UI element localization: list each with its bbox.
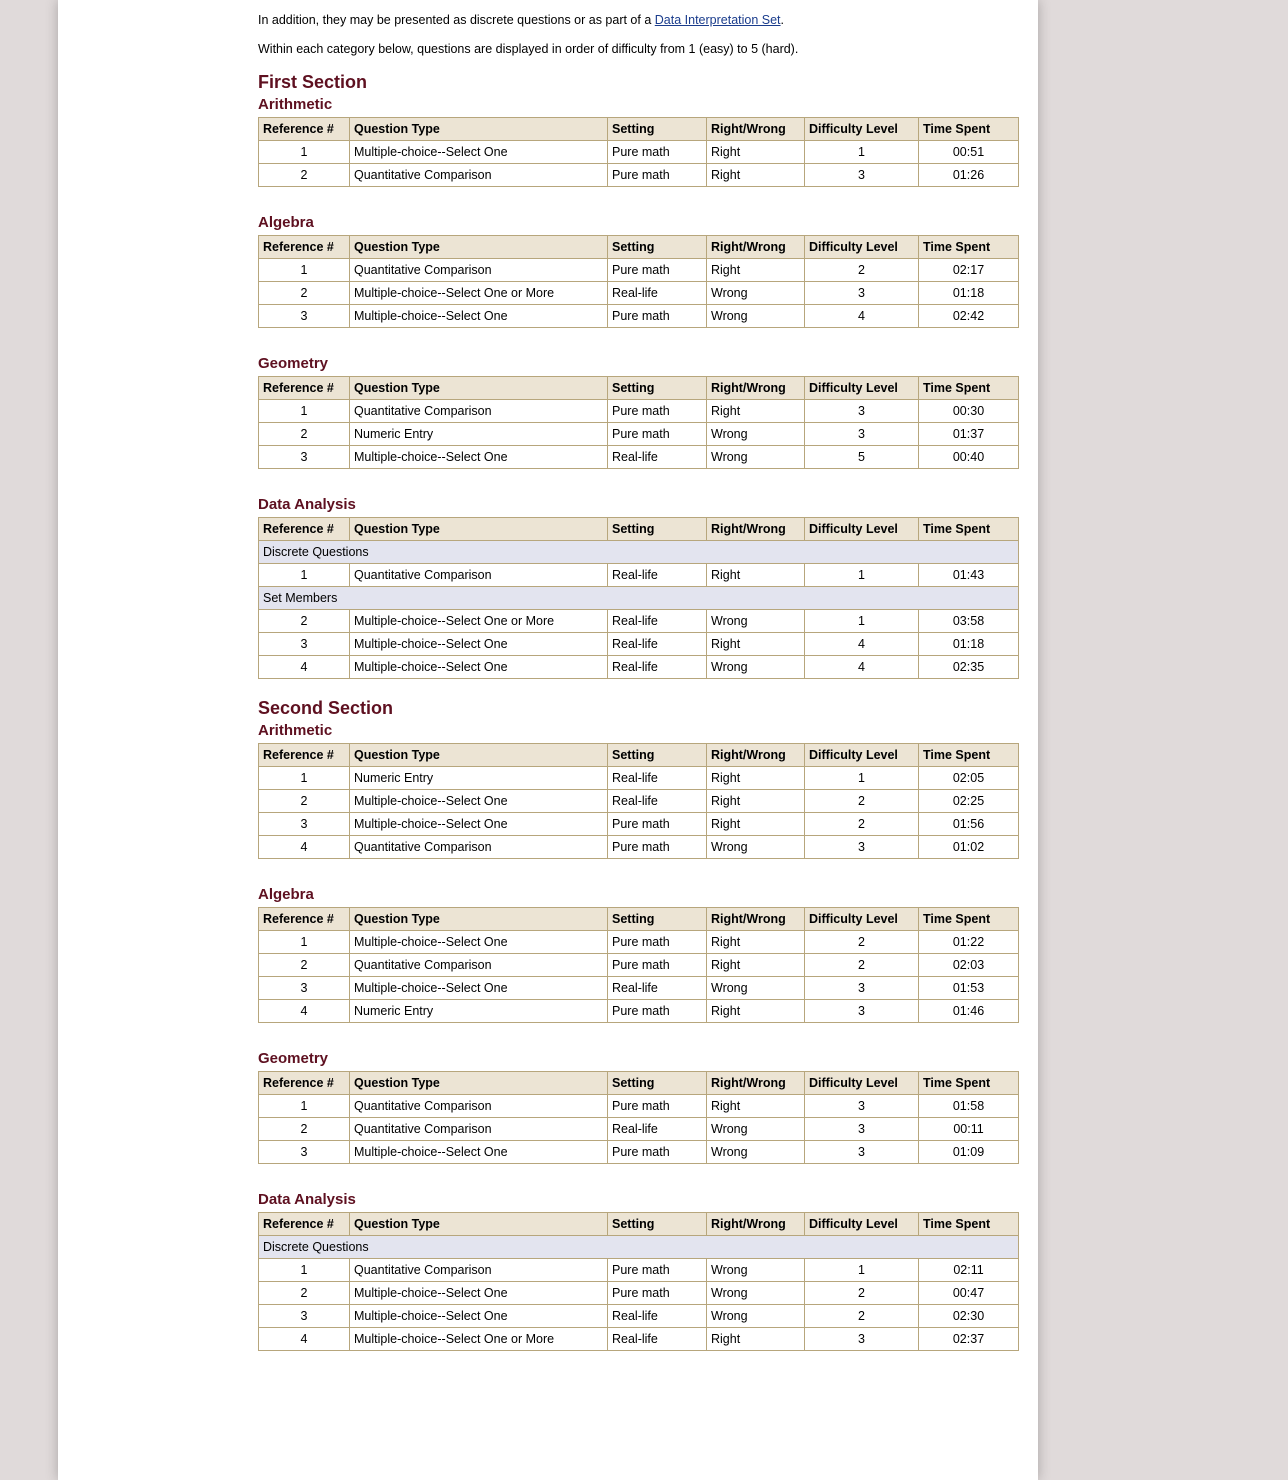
category-title: Data Analysis bbox=[258, 1191, 356, 1208]
cell-difficulty: 2 bbox=[805, 259, 919, 282]
cell-reference: 1 bbox=[259, 767, 350, 790]
header-question-type: Question Type bbox=[350, 908, 608, 931]
cell-time-spent: 01:56 bbox=[919, 813, 1019, 836]
header-reference: Reference # bbox=[259, 377, 350, 400]
cell-setting: Pure math bbox=[608, 305, 707, 328]
cell-difficulty: 2 bbox=[805, 954, 919, 977]
cell-right-wrong: Right bbox=[707, 259, 805, 282]
table-row bbox=[259, 656, 1019, 679]
category-title: Arithmetic bbox=[258, 96, 333, 113]
question-table bbox=[258, 1071, 1019, 1164]
cell-reference: 1 bbox=[259, 1259, 350, 1282]
cell-reference: 4 bbox=[259, 836, 350, 859]
cell-setting: Real-life bbox=[608, 633, 707, 656]
cell-time-spent: 01:02 bbox=[919, 836, 1019, 859]
cell-time-spent: 01:46 bbox=[919, 1000, 1019, 1023]
table-row bbox=[259, 1282, 1019, 1305]
cell-difficulty: 5 bbox=[805, 446, 919, 469]
cell-time-spent: 02:17 bbox=[919, 259, 1019, 282]
category-title: Geometry bbox=[258, 355, 329, 372]
table-row bbox=[259, 931, 1019, 954]
header-right-wrong: Right/Wrong bbox=[707, 744, 805, 767]
cell-setting: Pure math bbox=[608, 259, 707, 282]
cell-question-type: Quantitative Comparison bbox=[350, 564, 608, 587]
header-difficulty: Difficulty Level bbox=[805, 1213, 919, 1236]
cell-reference: 2 bbox=[259, 790, 350, 813]
table-header-row bbox=[259, 1072, 1019, 1095]
header-setting: Setting bbox=[608, 1213, 707, 1236]
table-row bbox=[259, 767, 1019, 790]
data-interpretation-set-link[interactable]: Data Interpretation Set bbox=[654, 13, 781, 27]
cell-time-spent: 00:30 bbox=[919, 400, 1019, 423]
cell-right-wrong: Wrong bbox=[707, 446, 805, 469]
cell-question-type: Multiple-choice--Select One bbox=[350, 446, 608, 469]
cell-time-spent: 01:26 bbox=[919, 164, 1019, 187]
header-time-spent: Time Spent bbox=[919, 1072, 1019, 1095]
cell-setting: Pure math bbox=[608, 164, 707, 187]
table-header-row bbox=[259, 744, 1019, 767]
cell-question-type: Multiple-choice--Select One bbox=[350, 1141, 608, 1164]
cell-time-spent: 01:09 bbox=[919, 1141, 1019, 1164]
cell-question-type: Multiple-choice--Select One bbox=[350, 931, 608, 954]
cell-reference: 2 bbox=[259, 1118, 350, 1141]
cell-time-spent: 03:58 bbox=[919, 610, 1019, 633]
header-reference: Reference # bbox=[259, 118, 350, 141]
question-table bbox=[258, 1212, 1019, 1351]
cell-difficulty: 3 bbox=[805, 1000, 919, 1023]
cell-setting: Pure math bbox=[608, 400, 707, 423]
cell-question-type: Multiple-choice--Select One or More bbox=[350, 610, 608, 633]
cell-right-wrong: Right bbox=[707, 633, 805, 656]
cell-difficulty: 4 bbox=[805, 305, 919, 328]
table-row bbox=[259, 813, 1019, 836]
header-question-type: Question Type bbox=[350, 118, 608, 141]
cell-question-type: Multiple-choice--Select One bbox=[350, 305, 608, 328]
table-row bbox=[259, 836, 1019, 859]
cell-setting: Real-life bbox=[608, 1118, 707, 1141]
cell-time-spent: 01:58 bbox=[919, 1095, 1019, 1118]
cell-question-type: Quantitative Comparison bbox=[350, 954, 608, 977]
table-header-row bbox=[259, 518, 1019, 541]
cell-difficulty: 3 bbox=[805, 282, 919, 305]
header-difficulty: Difficulty Level bbox=[805, 908, 919, 931]
cell-question-type: Multiple-choice--Select One bbox=[350, 656, 608, 679]
table-row bbox=[259, 259, 1019, 282]
cell-question-type: Quantitative Comparison bbox=[350, 836, 608, 859]
cell-time-spent: 00:40 bbox=[919, 446, 1019, 469]
cell-time-spent: 01:18 bbox=[919, 633, 1019, 656]
table-row bbox=[259, 1118, 1019, 1141]
header-difficulty: Difficulty Level bbox=[805, 118, 919, 141]
cell-setting: Real-life bbox=[608, 1305, 707, 1328]
header-setting: Setting bbox=[608, 518, 707, 541]
category-title: Algebra bbox=[258, 886, 314, 903]
cell-reference: 2 bbox=[259, 1282, 350, 1305]
question-table bbox=[258, 117, 1019, 187]
group-row bbox=[259, 541, 1019, 564]
cell-setting: Pure math bbox=[608, 423, 707, 446]
table-header-row bbox=[259, 377, 1019, 400]
cell-reference: 1 bbox=[259, 1095, 350, 1118]
cell-difficulty: 2 bbox=[805, 1282, 919, 1305]
table-row bbox=[259, 141, 1019, 164]
table-row bbox=[259, 446, 1019, 469]
table-row bbox=[259, 977, 1019, 1000]
header-difficulty: Difficulty Level bbox=[805, 1072, 919, 1095]
header-question-type: Question Type bbox=[350, 377, 608, 400]
table-header-row bbox=[259, 908, 1019, 931]
cell-difficulty: 3 bbox=[805, 1118, 919, 1141]
cell-question-type: Numeric Entry bbox=[350, 767, 608, 790]
header-setting: Setting bbox=[608, 1072, 707, 1095]
header-difficulty: Difficulty Level bbox=[805, 518, 919, 541]
cell-right-wrong: Right bbox=[707, 141, 805, 164]
cell-right-wrong: Right bbox=[707, 564, 805, 587]
main-content bbox=[258, 0, 1018, 1369]
cell-setting: Real-life bbox=[608, 767, 707, 790]
cell-setting: Real-life bbox=[608, 564, 707, 587]
category-title: Algebra bbox=[258, 214, 314, 231]
table-row bbox=[259, 282, 1019, 305]
cell-difficulty: 3 bbox=[805, 977, 919, 1000]
cell-reference: 1 bbox=[259, 400, 350, 423]
header-setting: Setting bbox=[608, 908, 707, 931]
cell-right-wrong: Right bbox=[707, 400, 805, 423]
cell-reference: 1 bbox=[259, 259, 350, 282]
header-question-type: Question Type bbox=[350, 1072, 608, 1095]
table-row bbox=[259, 1141, 1019, 1164]
cell-time-spent: 01:53 bbox=[919, 977, 1019, 1000]
intro-paragraph-1 bbox=[258, 0, 1018, 28]
cell-reference: 3 bbox=[259, 977, 350, 1000]
cell-difficulty: 3 bbox=[805, 1328, 919, 1351]
category-title: Arithmetic bbox=[258, 722, 333, 739]
header-time-spent: Time Spent bbox=[919, 1213, 1019, 1236]
table-row bbox=[259, 610, 1019, 633]
cell-setting: Real-life bbox=[608, 977, 707, 1000]
header-reference: Reference # bbox=[259, 1072, 350, 1095]
table-row bbox=[259, 564, 1019, 587]
cell-setting: Pure math bbox=[608, 1095, 707, 1118]
cell-setting: Real-life bbox=[608, 610, 707, 633]
header-reference: Reference # bbox=[259, 908, 350, 931]
cell-question-type: Numeric Entry bbox=[350, 423, 608, 446]
table-row bbox=[259, 1000, 1019, 1023]
question-table bbox=[258, 517, 1019, 679]
header-question-type: Question Type bbox=[350, 518, 608, 541]
group-row bbox=[259, 587, 1019, 610]
cell-question-type: Multiple-choice--Select One bbox=[350, 141, 608, 164]
header-question-type: Question Type bbox=[350, 744, 608, 767]
cell-setting: Pure math bbox=[608, 1000, 707, 1023]
sections-container bbox=[258, 71, 1018, 1369]
cell-right-wrong: Wrong bbox=[707, 1141, 805, 1164]
header-setting: Setting bbox=[608, 744, 707, 767]
cell-setting: Real-life bbox=[608, 1328, 707, 1351]
cell-setting: Pure math bbox=[608, 954, 707, 977]
cell-question-type: Quantitative Comparison bbox=[350, 1259, 608, 1282]
header-right-wrong: Right/Wrong bbox=[707, 236, 805, 259]
header-time-spent: Time Spent bbox=[919, 118, 1019, 141]
header-difficulty: Difficulty Level bbox=[805, 236, 919, 259]
cell-reference: 3 bbox=[259, 446, 350, 469]
cell-question-type: Quantitative Comparison bbox=[350, 1095, 608, 1118]
cell-difficulty: 4 bbox=[805, 656, 919, 679]
cell-setting: Real-life bbox=[608, 790, 707, 813]
header-reference: Reference # bbox=[259, 518, 350, 541]
table-row bbox=[259, 305, 1019, 328]
cell-time-spent: 00:51 bbox=[919, 141, 1019, 164]
cell-difficulty: 3 bbox=[805, 1095, 919, 1118]
cell-time-spent: 01:18 bbox=[919, 282, 1019, 305]
header-time-spent: Time Spent bbox=[919, 236, 1019, 259]
cell-right-wrong: Right bbox=[707, 931, 805, 954]
intro-paragraph-2: Within each category below, questions are displayed in order of difficulty from 1 (easy) to 5 (hard). bbox=[258, 42, 799, 56]
header-difficulty: Difficulty Level bbox=[805, 744, 919, 767]
cell-setting: Real-life bbox=[608, 282, 707, 305]
table-row bbox=[259, 1095, 1019, 1118]
cell-reference: 2 bbox=[259, 423, 350, 446]
cell-difficulty: 3 bbox=[805, 1141, 919, 1164]
header-reference: Reference # bbox=[259, 236, 350, 259]
header-time-spent: Time Spent bbox=[919, 377, 1019, 400]
cell-question-type: Multiple-choice--Select One bbox=[350, 633, 608, 656]
cell-question-type: Multiple-choice--Select One or More bbox=[350, 1328, 608, 1351]
cell-right-wrong: Right bbox=[707, 1328, 805, 1351]
table-row bbox=[259, 1328, 1019, 1351]
cell-difficulty: 3 bbox=[805, 164, 919, 187]
cell-right-wrong: Wrong bbox=[707, 610, 805, 633]
intro-text: In addition, they may be presented as discrete questions or as part of a bbox=[258, 13, 655, 27]
cell-setting: Pure math bbox=[608, 1282, 707, 1305]
cell-right-wrong: Wrong bbox=[707, 1305, 805, 1328]
header-setting: Setting bbox=[608, 377, 707, 400]
cell-difficulty: 1 bbox=[805, 610, 919, 633]
cell-time-spent: 01:43 bbox=[919, 564, 1019, 587]
header-time-spent: Time Spent bbox=[919, 744, 1019, 767]
cell-reference: 1 bbox=[259, 931, 350, 954]
cell-reference: 1 bbox=[259, 141, 350, 164]
cell-right-wrong: Wrong bbox=[707, 282, 805, 305]
cell-question-type: Quantitative Comparison bbox=[350, 400, 608, 423]
cell-right-wrong: Wrong bbox=[707, 1282, 805, 1305]
cell-difficulty: 2 bbox=[805, 790, 919, 813]
cell-reference: 3 bbox=[259, 1305, 350, 1328]
cell-setting: Real-life bbox=[608, 656, 707, 679]
cell-reference: 3 bbox=[259, 1141, 350, 1164]
header-setting: Setting bbox=[608, 118, 707, 141]
cell-difficulty: 3 bbox=[805, 836, 919, 859]
cell-difficulty: 3 bbox=[805, 400, 919, 423]
cell-right-wrong: Right bbox=[707, 1000, 805, 1023]
header-reference: Reference # bbox=[259, 744, 350, 767]
header-right-wrong: Right/Wrong bbox=[707, 377, 805, 400]
cell-reference: 3 bbox=[259, 633, 350, 656]
cell-question-type: Multiple-choice--Select One bbox=[350, 1282, 608, 1305]
group-label: Set Members bbox=[259, 587, 1019, 610]
header-right-wrong: Right/Wrong bbox=[707, 1213, 805, 1236]
header-right-wrong: Right/Wrong bbox=[707, 1072, 805, 1095]
question-table bbox=[258, 376, 1019, 469]
group-label: Discrete Questions bbox=[259, 1236, 1019, 1259]
section-title: First Section bbox=[258, 72, 368, 92]
table-row bbox=[259, 1305, 1019, 1328]
cell-question-type: Multiple-choice--Select One bbox=[350, 813, 608, 836]
cell-setting: Pure math bbox=[608, 141, 707, 164]
cell-question-type: Multiple-choice--Select One bbox=[350, 790, 608, 813]
cell-reference: 2 bbox=[259, 954, 350, 977]
cell-time-spent: 00:47 bbox=[919, 1282, 1019, 1305]
cell-reference: 4 bbox=[259, 1328, 350, 1351]
cell-right-wrong: Wrong bbox=[707, 423, 805, 446]
header-time-spent: Time Spent bbox=[919, 908, 1019, 931]
table-row bbox=[259, 1259, 1019, 1282]
cell-difficulty: 1 bbox=[805, 1259, 919, 1282]
cell-setting: Pure math bbox=[608, 931, 707, 954]
question-table bbox=[258, 235, 1019, 328]
header-difficulty: Difficulty Level bbox=[805, 377, 919, 400]
cell-reference: 2 bbox=[259, 610, 350, 633]
cell-right-wrong: Wrong bbox=[707, 977, 805, 1000]
cell-right-wrong: Right bbox=[707, 954, 805, 977]
cell-time-spent: 01:37 bbox=[919, 423, 1019, 446]
header-setting: Setting bbox=[608, 236, 707, 259]
cell-time-spent: 02:25 bbox=[919, 790, 1019, 813]
cell-right-wrong: Wrong bbox=[707, 305, 805, 328]
group-row bbox=[259, 1236, 1019, 1259]
table-row bbox=[259, 423, 1019, 446]
cell-right-wrong: Right bbox=[707, 767, 805, 790]
cell-right-wrong: Wrong bbox=[707, 1259, 805, 1282]
table-header-row bbox=[259, 236, 1019, 259]
cell-question-type: Quantitative Comparison bbox=[350, 1118, 608, 1141]
cell-setting: Pure math bbox=[608, 836, 707, 859]
header-reference: Reference # bbox=[259, 1213, 350, 1236]
cell-setting: Pure math bbox=[608, 813, 707, 836]
cell-reference: 1 bbox=[259, 564, 350, 587]
table-row bbox=[259, 164, 1019, 187]
header-question-type: Question Type bbox=[350, 1213, 608, 1236]
cell-time-spent: 01:22 bbox=[919, 931, 1019, 954]
table-row bbox=[259, 633, 1019, 656]
question-table bbox=[258, 907, 1019, 1023]
cell-right-wrong: Right bbox=[707, 1095, 805, 1118]
group-label: Discrete Questions bbox=[259, 541, 1019, 564]
table-row bbox=[259, 790, 1019, 813]
table-header-row bbox=[259, 118, 1019, 141]
cell-difficulty: 1 bbox=[805, 141, 919, 164]
cell-difficulty: 1 bbox=[805, 564, 919, 587]
cell-time-spent: 02:37 bbox=[919, 1328, 1019, 1351]
cell-reference: 4 bbox=[259, 1000, 350, 1023]
header-right-wrong: Right/Wrong bbox=[707, 908, 805, 931]
cell-setting: Real-life bbox=[608, 446, 707, 469]
cell-setting: Pure math bbox=[608, 1141, 707, 1164]
cell-reference: 4 bbox=[259, 656, 350, 679]
cell-question-type: Quantitative Comparison bbox=[350, 259, 608, 282]
question-table bbox=[258, 743, 1019, 859]
header-question-type: Question Type bbox=[350, 236, 608, 259]
intro-text-suffix: . bbox=[780, 13, 785, 27]
cell-right-wrong: Right bbox=[707, 164, 805, 187]
section-title: Second Section bbox=[258, 698, 394, 718]
cell-right-wrong: Wrong bbox=[707, 836, 805, 859]
category-title: Data Analysis bbox=[258, 496, 356, 513]
cell-right-wrong: Right bbox=[707, 813, 805, 836]
category-title: Geometry bbox=[258, 1050, 329, 1067]
cell-right-wrong: Wrong bbox=[707, 1118, 805, 1141]
cell-reference: 2 bbox=[259, 164, 350, 187]
table-row bbox=[259, 400, 1019, 423]
cell-question-type: Numeric Entry bbox=[350, 1000, 608, 1023]
cell-difficulty: 1 bbox=[805, 767, 919, 790]
cell-time-spent: 02:35 bbox=[919, 656, 1019, 679]
cell-time-spent: 02:05 bbox=[919, 767, 1019, 790]
cell-time-spent: 02:11 bbox=[919, 1259, 1019, 1282]
table-header-row bbox=[259, 1213, 1019, 1236]
cell-time-spent: 02:42 bbox=[919, 305, 1019, 328]
cell-right-wrong: Wrong bbox=[707, 656, 805, 679]
cell-reference: 3 bbox=[259, 813, 350, 836]
page-card bbox=[58, 0, 1038, 1480]
table-row bbox=[259, 954, 1019, 977]
cell-right-wrong: Right bbox=[707, 790, 805, 813]
cell-difficulty: 2 bbox=[805, 931, 919, 954]
cell-difficulty: 2 bbox=[805, 1305, 919, 1328]
cell-difficulty: 4 bbox=[805, 633, 919, 656]
cell-reference: 2 bbox=[259, 282, 350, 305]
cell-time-spent: 02:03 bbox=[919, 954, 1019, 977]
cell-question-type: Multiple-choice--Select One bbox=[350, 977, 608, 1000]
cell-question-type: Multiple-choice--Select One or More bbox=[350, 282, 608, 305]
cell-setting: Pure math bbox=[608, 1259, 707, 1282]
cell-reference: 3 bbox=[259, 305, 350, 328]
cell-difficulty: 2 bbox=[805, 813, 919, 836]
cell-question-type: Multiple-choice--Select One bbox=[350, 1305, 608, 1328]
header-right-wrong: Right/Wrong bbox=[707, 518, 805, 541]
cell-time-spent: 00:11 bbox=[919, 1118, 1019, 1141]
cell-time-spent: 02:30 bbox=[919, 1305, 1019, 1328]
cell-question-type: Quantitative Comparison bbox=[350, 164, 608, 187]
cell-difficulty: 3 bbox=[805, 423, 919, 446]
header-time-spent: Time Spent bbox=[919, 518, 1019, 541]
header-right-wrong: Right/Wrong bbox=[707, 118, 805, 141]
